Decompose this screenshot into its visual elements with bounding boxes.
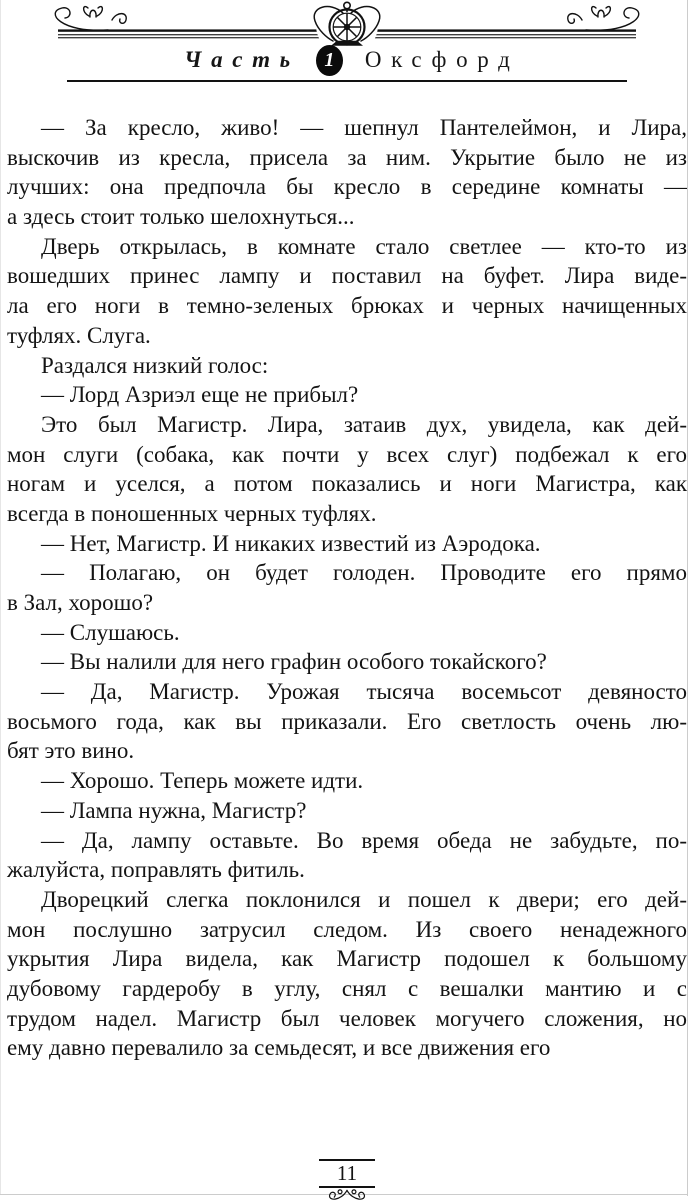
text-line: лучших: она предпочла бы кресло в середине комнаты —	[7, 174, 687, 200]
text-line: Дверь открылась, в комнате стало светлее — кто-то из	[41, 233, 687, 259]
page-edge-left	[0, 0, 1, 1195]
text-line: укрытия Лира видела, как Магистр подошел к большому	[7, 946, 687, 972]
part-label: Часть	[184, 47, 300, 72]
text-line: ему давно перевалило за семьдесят, и все движения его	[7, 1035, 551, 1061]
text-line: а здесь стоит только шелохнуться...	[7, 204, 355, 230]
text-line: Раздался низкий голос:	[41, 352, 269, 378]
text-line: мон слуги (собака, как почти у всех слуг) подбежал к его	[7, 441, 687, 467]
text-line: — Да, Магистр. Урожая тысяча восемьсот девяносто	[41, 679, 687, 705]
part-number: 1	[324, 48, 335, 71]
part-title: Оксфорд	[364, 47, 520, 72]
text-line: — Лампа нужна, Магистр?	[41, 797, 307, 823]
page-number: 11	[336, 1161, 358, 1185]
text-line: — Полагаю, он будет голоден. Проводите его прямо	[41, 560, 687, 586]
compass-wheel-flourish-icon	[0, 0, 694, 46]
page-edge-right	[687, 0, 688, 1196]
text-line: — Да, лампу оставьте. Во время обеда не забудьте, по-	[41, 827, 687, 853]
text-line: — За кресло, живо! — шепнул Пантелеймон, и Лира,	[41, 115, 687, 140]
text-line: — Слушаюсь.	[41, 619, 180, 645]
part-number-badge	[316, 45, 343, 76]
text-line: восьмого года, как вы приказали. Его светлость очень лю-	[7, 708, 687, 734]
text-line: трудом надел. Магистр был человек могучего сложения, но	[7, 1005, 687, 1031]
header-rule	[67, 80, 627, 82]
text-line: мон послушно затрусил следом. Из своего ненадежного	[7, 916, 687, 942]
text-line: — Нет, Магистр. И никаких известий из Аэродока.	[41, 530, 541, 556]
text-line: ла его ноги в темно-зеленых брюках и черных начищенных	[7, 293, 687, 319]
text-line: ногам и уселся, а потом показались и ноги Магистра, как	[7, 471, 687, 497]
text-line: бят это вино.	[7, 738, 135, 764]
text-line: — Лорд Азриэл еще не прибыл?	[41, 382, 359, 408]
text-line: туфлях. Слуга.	[7, 322, 151, 348]
double-curl-icon	[319, 1189, 375, 1200]
text-line: дубовому гардеробу в углу, снял с вешалки мантию и с	[7, 975, 687, 1001]
text-line: всегда в поношенных черных туфлях.	[7, 500, 377, 526]
body-text	[0, 113, 694, 1063]
text-line: выскочив из кресла, присела за ним. Укрытие было не из	[7, 144, 687, 170]
text-line: вошедших принес лампу и поставил на буфет. Лира виде-	[7, 263, 687, 289]
text-line: в Зал, хорошо?	[7, 590, 154, 615]
text-line: жалуйста, поправлять фитиль.	[7, 857, 305, 883]
text-line: Это был Магистр. Лира, затаив дух, увидела, как дей-	[41, 411, 687, 437]
text-line: Дворецкий слегка поклонился и пошел к двери; его дей-	[41, 886, 687, 912]
text-line: — Хорошо. Теперь можете идти.	[41, 768, 364, 794]
page-footer	[319, 1159, 375, 1200]
text-line: — Вы налили для него графин особого токайского?	[41, 649, 547, 675]
footer-rule-bottom	[319, 1186, 375, 1188]
chapter-header	[0, 45, 694, 75]
